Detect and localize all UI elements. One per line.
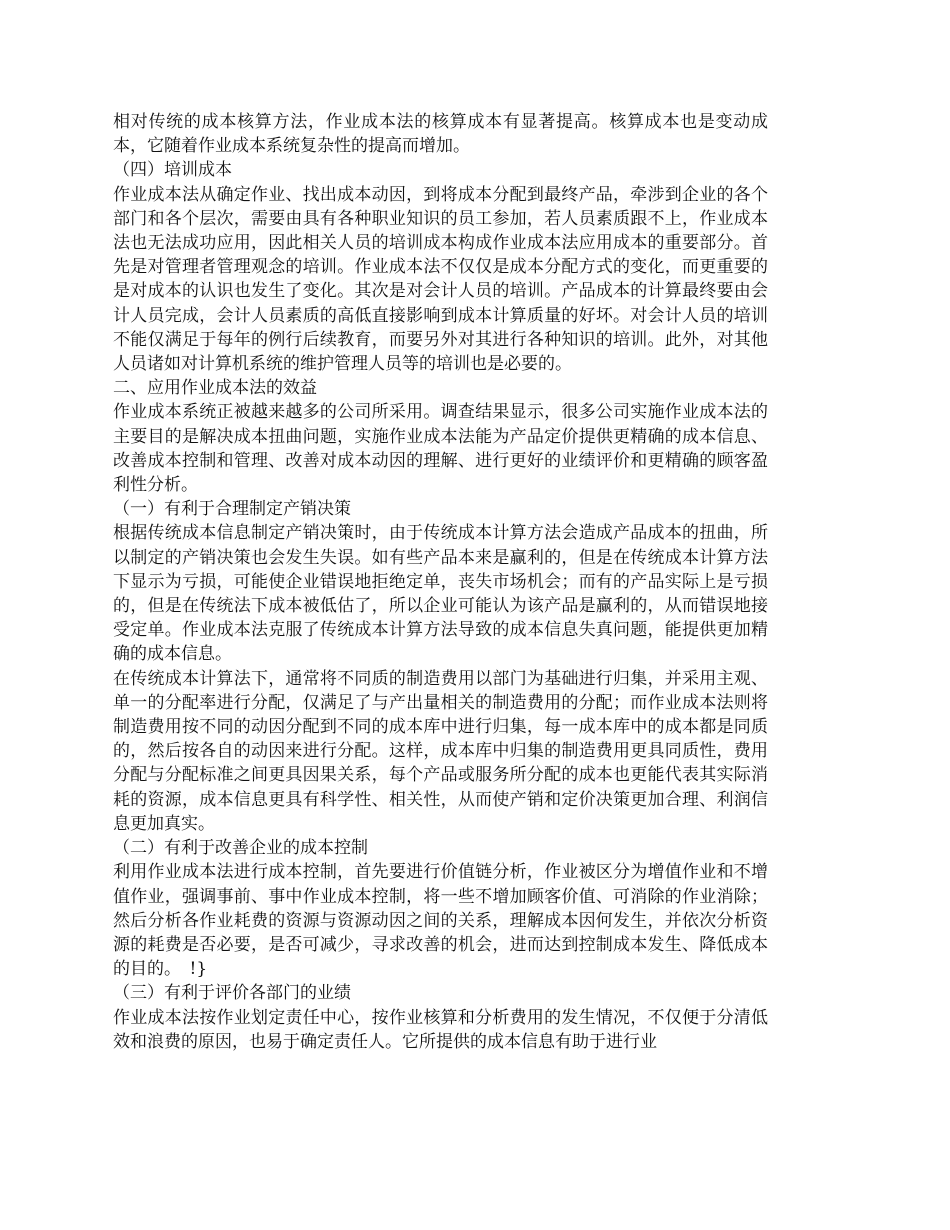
paragraph-cost-accuracy: 相对传统的成本核算方法，作业成本法的核算成本有显著提高。核算成本也是变动成本，它随着作业成本系统复杂性的提高而增加。	[113, 112, 768, 157]
paragraph-cost-control: 利用作业成本法进行成本控制，首先要进行价值链分析，作业被区分为增值作业和不增值作业，强调事前、事中作业成本控制，将一些不增加顾客价值、可消除的作业消除；然后分析各作业耗费的资源与资源动因之间的关系，理解成本因何发生，并依次分析资源的耗费是否必要，是否可减少，寻求改善的机会，进而达到控制成本发生、降低成本的目的。 !}	[113, 862, 768, 980]
heading-training-cost: （四）培训成本	[113, 160, 232, 181]
heading-performance-evaluation: （三）有利于评价各部门的业绩	[113, 983, 351, 1004]
paragraph-product-decision-2: 在传统成本计算法下，通常将不同质的制造费用以部门为基础进行归集，并采用主观、单一的分配率进行分配，仅满足了与产出量相关的制造费用的分配；而作业成本法则将制造费用按不同的动因分配到不同的成本库中进行归集，每一成本库中的成本都是同质的，然后按各自的动因来进行分配。这样，成本库中归集的制造费用更具同质性，费用分配与分配标准之间更具因果关系，每个产品或服务所分配的成本也更能代表其实际消耗的资源，成本信息更具有科学性、相关性，从而使产销和定价决策更加合理、利润信息更加真实。	[113, 668, 768, 834]
paragraph-benefits-intro: 作业成本系统正被越来越多的公司所采用。调查结果显示，很多公司实施作业成本法的主要目的是解决成本扭曲问题，实施作业成本法能为产品定价提供更精确的成本信息、改善成本控制和管理、改善对成本动因的理解、进行更好的业绩评价和更精确的顾客盈利性分析。	[113, 402, 768, 496]
heading-product-decision: （一）有利于合理制定产销决策	[113, 499, 351, 520]
document-page	[113, 110, 768, 1054]
heading-section-two: 二、应用作业成本法的效益	[113, 378, 317, 399]
heading-cost-control: （二）有利于改善企业的成本控制	[113, 838, 368, 859]
paragraph-training-cost: 作业成本法从确定作业、找出成本动因，到将成本分配到最终产品，牵涉到企业的各个部门和各个层次，需要由具有各种职业知识的员工参加，若人员素质跟不上，作业成本法也无法成功应用，因此相关人员的培训成本构成作业成本法应用成本的重要部分。首先是对管理者管理观念的培训。作业成本法不仅仅是成本分配方式的变化，而更重要的是对成本的认识也发生了变化。其次是对会计人员的培训。产品成本的计算最终要由会计人员完成，会计人员素质的高低直接影响到成本计算质量的好坏。对会计人员的培训不能仅满足于每年的例行后续教育，而要另外对其进行各种知识的培训。此外，对其他人员诸如对计算机系统的维护管理人员等的培训也是必要的。	[113, 184, 768, 375]
paragraph-product-decision-1: 根据传统成本信息制定产销决策时，由于传统成本计算方法会造成产品成本的扭曲，所以制定的产销决策也会发生失误。如有些产品本来是赢利的，但是在传统成本计算方法下显示为亏损，可能使企业错误地拒绝定单，丧失市场机会；而有的产品实际上是亏损的，但是在传统法下成本被低估了，所以企业可能认为该产品是赢利的，从而错误地接受定单。作业成本法克服了传统成本计算方法导致的成本信息失真问题，能提供更加精确的成本信息。	[113, 523, 768, 665]
paragraph-performance-evaluation: 作业成本法按作业划定责任中心，按作业核算和分析费用的发生情况，不仅便于分清低效和浪费的原因，也易于确定责任人。它所提供的成本信息有助于进行业	[113, 1007, 768, 1052]
